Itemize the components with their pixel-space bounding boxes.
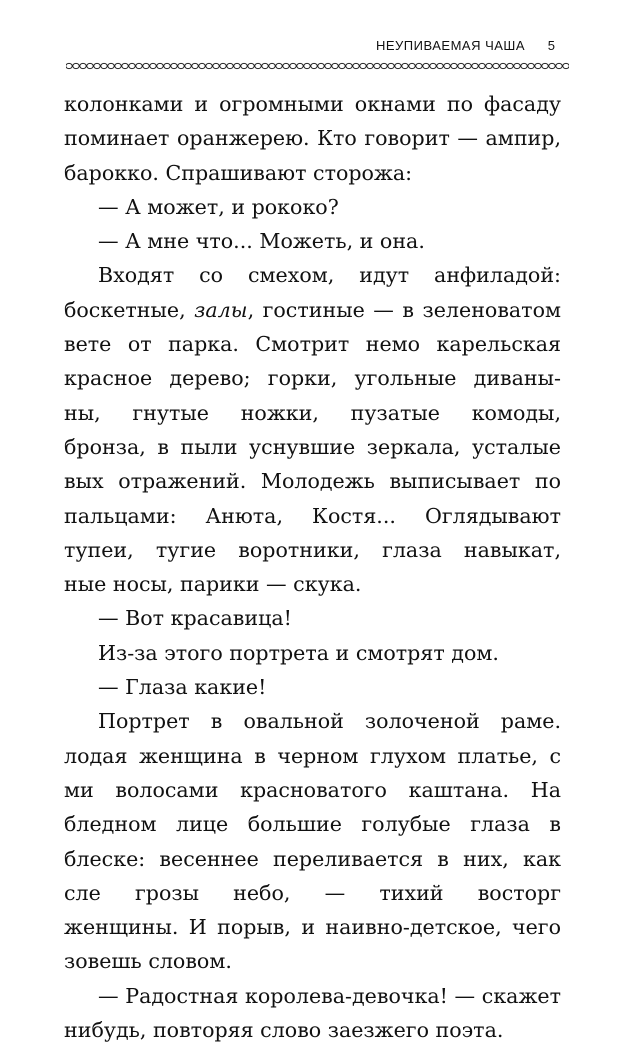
ornament-loop [150, 63, 156, 68]
text-line: бронза, в пыли уснувшие зеркала, усталые [64, 434, 561, 459]
text-line: колонками и огромными окнами по фасаду [64, 92, 561, 116]
ornament-loop [220, 63, 226, 68]
ornament-loop [115, 63, 121, 68]
text-line: ные носы, парики — скука. [64, 572, 362, 597]
ornament-loop [409, 63, 415, 68]
ornament-loop [549, 63, 555, 68]
text-line: ны, гнутые ножки, пузатые комоды, [64, 400, 561, 425]
text-line: вых отражений. Молодежь выписывает по [64, 469, 561, 494]
ornament-loop [556, 63, 562, 68]
text-line: ми волосами красноватого каштана. На [64, 777, 561, 802]
ornament-loop [318, 63, 324, 68]
running-header [66, 38, 555, 58]
text-fragment: боскетные, [64, 297, 195, 322]
text-line [64, 293, 561, 327]
ornament-loop [451, 63, 457, 68]
text-line: Портрет в овальной золоченой раме. [98, 709, 561, 734]
ornament-loop [178, 63, 184, 68]
ornament-loop [521, 63, 527, 68]
ornament-loop [367, 63, 373, 68]
text-line: женщины. И порыв, и наивно-детское, чего [64, 915, 561, 940]
ornament-loop [311, 63, 317, 68]
ornament-loop [129, 63, 135, 68]
ornament-loop [528, 63, 534, 68]
text-line: Из-за этого портрета и смотрят дом. [98, 640, 499, 665]
ornament-loop [381, 63, 387, 68]
ornament-loop [213, 63, 219, 68]
text-line: нибудь, повторяя слово заезжего поэта. [64, 1018, 504, 1043]
ornament-loop [136, 63, 142, 68]
ornament-loop [199, 63, 205, 68]
ornament-loop [346, 63, 352, 68]
ornament-loop [339, 63, 345, 68]
text-line: поминает оранжерею. Кто говорит — ампир, [64, 126, 561, 151]
body-text [64, 87, 561, 1047]
ornament-loop [486, 63, 492, 68]
ornament-loop [458, 63, 464, 68]
ornament-loop [430, 63, 436, 68]
text-line: Входят со смехом, идут анфиладой: [98, 263, 561, 288]
ornament-loop [542, 63, 548, 68]
text-line: барокко. Спрашивают сторожа: [64, 160, 413, 185]
italic-word: залы [194, 297, 248, 322]
ornament-loop [157, 63, 163, 68]
ornament-loop [108, 63, 114, 68]
ornament-loop [360, 63, 366, 68]
ornament-loop [122, 63, 128, 68]
text-line: красное дерево; горки, угольные диваны- [64, 366, 561, 391]
ornament-loop [514, 63, 520, 68]
ornament-loop [297, 63, 303, 68]
ornament-loop [479, 63, 485, 68]
ornament-loop [437, 63, 443, 68]
ornament-loop [276, 63, 282, 68]
ornament-loop [465, 63, 471, 68]
text-line: блеске: весеннее переливается в них, как [64, 846, 561, 871]
ornament-loop [241, 63, 247, 68]
ornament-loop [325, 63, 331, 68]
running-title: НЕУПИВАЕМАЯ ЧАША [375, 38, 525, 53]
ornament-loop [388, 63, 394, 68]
ornament-loop [304, 63, 310, 68]
text-line: — А может, и рококо? [98, 194, 339, 219]
text-line: лодая женщина в черном глухом платье, с [64, 743, 561, 768]
ornament-loop [262, 63, 268, 68]
ornament-loop [374, 63, 380, 68]
ornament-loop [423, 63, 429, 68]
ornament-loop [66, 63, 72, 68]
ornament-loop [234, 63, 240, 68]
text-line: — Радостная королева-девочка! — скажет [98, 983, 561, 1008]
ornament-loop [248, 63, 254, 68]
ornament-loop [171, 63, 177, 68]
ornament-loop [472, 63, 478, 68]
ornament-loop [255, 63, 261, 68]
ornament-loop [500, 63, 506, 68]
page-number: 5 [547, 38, 555, 53]
text-line: пальцами: Анюта, Костя... Оглядывают [64, 503, 561, 528]
ornament-loop [192, 63, 198, 68]
ornament-loop [290, 63, 296, 68]
ornament-loop [80, 63, 86, 68]
ornament-loop [185, 63, 191, 68]
text-line: зовешь словом. [64, 949, 232, 974]
text-fragment: , гостиные — в зеленоватом [247, 297, 561, 322]
ornament-loop [402, 63, 408, 68]
ornament-loop [535, 63, 541, 68]
text-line: — Вот красавица! [98, 606, 292, 631]
ornament-loop [94, 63, 100, 68]
ornament-loop [563, 63, 569, 68]
ornament-loop [143, 63, 149, 68]
text-line: — А мне что... Можеть, и она. [98, 229, 425, 254]
ornament-loop [283, 63, 289, 68]
ornament-loop [73, 63, 79, 68]
ornament-loop [227, 63, 233, 68]
ornament-loop [507, 63, 513, 68]
ornament-loop [493, 63, 499, 68]
ornament-loop [164, 63, 170, 68]
ornament-loop [206, 63, 212, 68]
text-line: сле грозы небо, — тихий восторг [64, 880, 561, 905]
ornament-loop [269, 63, 275, 68]
ornament-loop [416, 63, 422, 68]
ornament-loop [353, 63, 359, 68]
ornament-pattern [66, 62, 569, 70]
ornament-loop [444, 63, 450, 68]
ornament-loop [87, 63, 93, 68]
decorative-ornament-rule [66, 62, 569, 70]
text-line: бледном лице большие голубые глаза в [64, 812, 561, 837]
ornament-loop [395, 63, 401, 68]
ornament-loop [332, 63, 338, 68]
text-line: тупеи, тугие воротники, глаза навыкат, [64, 537, 561, 562]
text-line: вете от парка. Смотрит немо карельская [64, 332, 561, 357]
ornament-loop [101, 63, 107, 68]
text-line: — Глаза какие! [98, 675, 267, 700]
